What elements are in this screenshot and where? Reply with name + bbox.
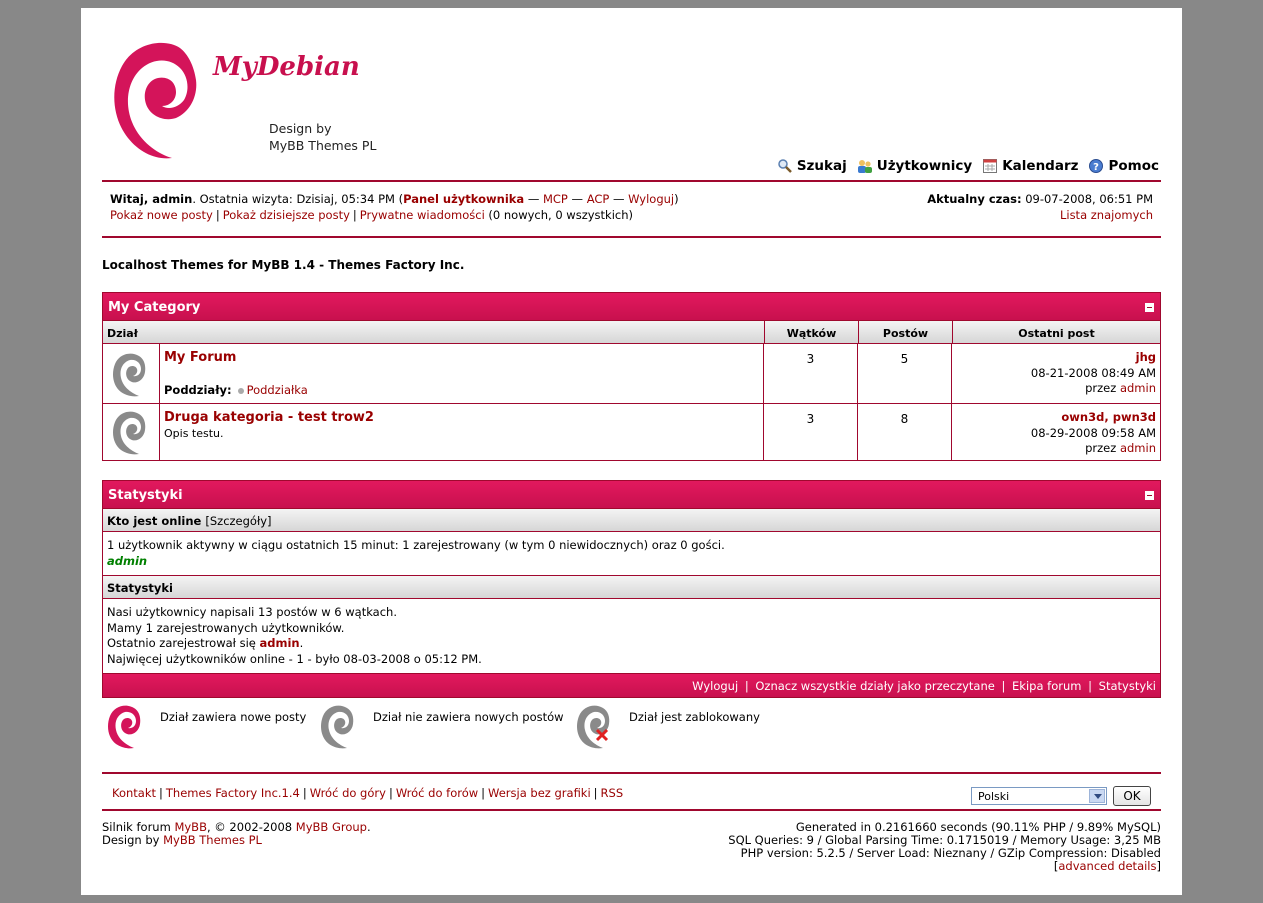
mcp-link[interactable]: MCP [542, 192, 568, 206]
menu-help-label: Pomoc [1108, 158, 1159, 174]
table-row [103, 344, 1160, 404]
logout-link[interactable]: Wyloguj [628, 192, 675, 206]
footer-logout-link[interactable]: Wyloguj [692, 679, 739, 693]
dash: — [567, 192, 587, 206]
design-line-2: MyBB Themes PL [269, 138, 377, 153]
design-credit [269, 120, 376, 154]
thread-count: 3 [764, 344, 858, 403]
stats-section-header: Statystyki [103, 575, 1160, 599]
lite-version-link[interactable]: Wersja bez grafiki [488, 786, 591, 800]
statistics-link[interactable]: Statystyki [1098, 679, 1156, 693]
col-posts: Postów [859, 321, 953, 343]
forum-name[interactable]: Druga kategoria - test trow2 [164, 410, 374, 425]
period: . [366, 820, 371, 834]
rss-link[interactable]: RSS [600, 786, 624, 800]
language-select[interactable] [971, 787, 1107, 805]
col-last-post: Ostatni post [1018, 327, 1095, 340]
themes-factory-link[interactable]: Themes Factory Inc.1.4 [165, 786, 300, 800]
thread-count: 3 [764, 404, 858, 460]
last-visit: . Ostatnia wizyta: Dzisiaj, 05:34 PM ( [192, 192, 404, 206]
debug-info [728, 821, 1161, 873]
copyright [102, 821, 371, 847]
legend-nonew [319, 702, 564, 750]
pm-link[interactable]: Prywatne wiadomości [359, 208, 485, 222]
forum-read-icon [319, 702, 359, 750]
back-to-forums-link[interactable]: Wróć do forów [395, 786, 479, 800]
buddy-list-wrap [1060, 208, 1153, 222]
forum-icon-legend [102, 702, 1161, 758]
design-line-1: Design by [269, 121, 332, 136]
acp-link[interactable]: ACP [586, 192, 610, 206]
new-posts-link[interactable]: Pokaż nowe posty [110, 208, 213, 222]
last-post [952, 404, 1160, 460]
legend-new-text: Dział zawiera nowe posty [160, 710, 307, 724]
pm-counts: (0 nowych, 0 wszystkich) [484, 208, 634, 222]
col-forum: Dział [103, 321, 765, 343]
buddy-list-link[interactable]: Lista znajomych [1059, 208, 1153, 222]
forum-info [160, 344, 764, 403]
online-section-header [103, 508, 1160, 532]
last-post-user[interactable]: admin [1119, 381, 1156, 395]
stats-footer-links: Wyloguj | Oznacz wszystkie działy jako przeczytane | Ekipa forum | Statystyki [103, 673, 1160, 697]
forum-status-cell [103, 404, 160, 460]
chevron-down-icon[interactable] [1089, 789, 1105, 803]
users-icon [857, 158, 873, 174]
separator: | [352, 208, 357, 222]
credit-text: Silnik forum [102, 820, 175, 834]
language-value: Polski [978, 790, 1010, 803]
online-user-link[interactable]: admin [107, 553, 148, 568]
time-value: 09-07-2008, 06:51 PM [1021, 192, 1153, 206]
menu-search[interactable] [777, 158, 847, 174]
last-post-user[interactable]: admin [1119, 441, 1156, 455]
stats-line: Nasi użytkownicy napisali 13 postów w 6 wątkach. [107, 605, 397, 619]
welcome-line [110, 192, 679, 206]
quick-links [110, 208, 633, 222]
forum-status-cell [103, 344, 160, 403]
svg-text:?: ? [1093, 162, 1100, 173]
stats-body [103, 599, 1160, 673]
today-posts-link[interactable]: Pokaż dzisiejsze posty [222, 208, 350, 222]
forum-new-icon [106, 702, 146, 750]
legend-nonew-text: Dział nie zawiera nowych postów [373, 710, 564, 724]
page [81, 8, 1182, 895]
category-header [103, 293, 1160, 320]
table-row [103, 404, 1160, 460]
top-menu [777, 158, 1159, 174]
menu-help[interactable] [1088, 158, 1159, 174]
forum-read-icon[interactable] [111, 350, 151, 398]
forum-description: Opis testu. [164, 427, 224, 440]
language-ok-button[interactable]: OK [1113, 786, 1151, 806]
search-icon [777, 158, 793, 174]
credit-text: Design by [102, 833, 164, 847]
debug-line: PHP version: 5.2.5 / Server Load: Nieznany / GZip Compression: Disabled [740, 846, 1161, 860]
forum-team-link[interactable]: Ekipa forum [1012, 679, 1082, 693]
menu-calendar[interactable] [982, 158, 1078, 174]
dash: — [609, 192, 629, 206]
mybb-group-link[interactable]: MyBB Group [295, 820, 367, 834]
last-post [952, 344, 1160, 403]
by-label: przez [1085, 441, 1120, 455]
contact-link[interactable]: Kontakt [112, 786, 157, 800]
category-table [102, 292, 1161, 461]
period: . [299, 636, 304, 650]
help-icon [1088, 158, 1104, 174]
forum-info [160, 404, 764, 460]
collapse-icon[interactable] [1145, 491, 1154, 500]
dash: — [524, 192, 543, 206]
menu-users[interactable] [857, 158, 972, 174]
post-count: 8 [858, 404, 952, 460]
brand-title[interactable]: MyDebian [213, 52, 360, 82]
category-title[interactable]: My Category [108, 300, 201, 315]
stats-line: Ostatnio zarejestrował się [107, 636, 260, 650]
stats-header [103, 481, 1160, 508]
column-headers [103, 320, 1160, 344]
subforums-label: Poddziały: [164, 383, 232, 397]
time-label: Aktualny czas: [927, 192, 1022, 206]
themes-pl-link[interactable]: MyBB Themes PL [163, 833, 262, 847]
legend-locked-text: Dział jest zablokowany [629, 710, 760, 724]
by-label: przez [1085, 381, 1120, 395]
forum-read-icon[interactable] [111, 408, 151, 456]
mark-read-link[interactable]: Oznacz wszystkie działy jako przeczytane [755, 679, 995, 693]
paren: ) [674, 192, 679, 206]
bracket: ] [1156, 859, 1161, 873]
menu-calendar-label: Kalendarz [1002, 158, 1079, 174]
subforum-dot-icon [238, 388, 244, 394]
debug-line: Generated in 0.2161660 seconds (90.11% PHP / 9.89% MySQL) [795, 820, 1161, 834]
online-head: Kto jest online [107, 514, 202, 528]
user-panel [102, 180, 1161, 238]
col-threads: Wątków [765, 321, 859, 343]
legend-locked [575, 702, 760, 750]
footer-bar [102, 772, 1161, 811]
separator: | [215, 208, 220, 222]
stats-title: Statystyki [108, 488, 183, 503]
subforums [164, 383, 308, 397]
stats-line: Najwięcej użytkowników online - 1 - było 08-03-2008 o 05:12 PM. [107, 651, 482, 666]
last-post-title[interactable]: jhg [1135, 350, 1156, 364]
newest-member-link[interactable]: admin [259, 636, 300, 650]
menu-users-label: Użytkownicy [876, 158, 973, 174]
online-text: 1 użytkownik aktywny w ciągu ostatnich 15 minut: 1 zarejestrowany (w tym 0 niewidocznych) oraz 0 gości. [107, 538, 725, 552]
mybb-link[interactable]: MyBB [174, 820, 207, 834]
back-to-top-link[interactable]: Wróć do góry [309, 786, 386, 800]
subforum-link[interactable]: Poddziałka [246, 383, 308, 397]
board-subtitle: Localhost Themes for MyBB 1.4 - Themes Factory Inc. [102, 258, 465, 272]
online-body [103, 532, 1160, 575]
advanced-details-link[interactable]: advanced details [1058, 859, 1157, 873]
forum-locked-icon [575, 702, 615, 750]
calendar-icon [982, 158, 998, 174]
stats-table [102, 480, 1161, 698]
user-panel-link[interactable]: Panel użytkownika [403, 192, 525, 206]
forum-name[interactable]: My Forum [164, 350, 237, 365]
online-details-link[interactable]: [Szczegóły] [205, 514, 272, 528]
last-post-date: 08-21-2008 08:49 AM [1030, 365, 1156, 380]
credit-text: , © 2002-2008 [206, 820, 296, 834]
stats-line: Mamy 1 zarejestrowanych użytkowników. [107, 620, 345, 635]
bracket: [ [1053, 859, 1059, 873]
menu-search-label: Szukaj [796, 158, 847, 174]
footer-links: Kontakt | Themes Factory Inc.1.4 | Wróć do góry | Wróć do forów | Wersja bez grafiki | RSS [112, 786, 624, 800]
current-time [927, 192, 1153, 206]
post-count: 5 [858, 344, 952, 403]
collapse-icon[interactable] [1145, 303, 1154, 312]
last-post-date: 08-29-2008 09:58 AM [1030, 425, 1156, 440]
debug-line: SQL Queries: 9 / Global Parsing Time: 0.1715019 / Memory Usage: 3,25 MB [728, 833, 1161, 847]
debian-swirl-logo[interactable] [110, 36, 210, 162]
legend-new [106, 702, 306, 750]
welcome-text: Witaj, admin [110, 192, 193, 206]
last-post-title[interactable]: own3d, pwn3d [1061, 410, 1156, 424]
